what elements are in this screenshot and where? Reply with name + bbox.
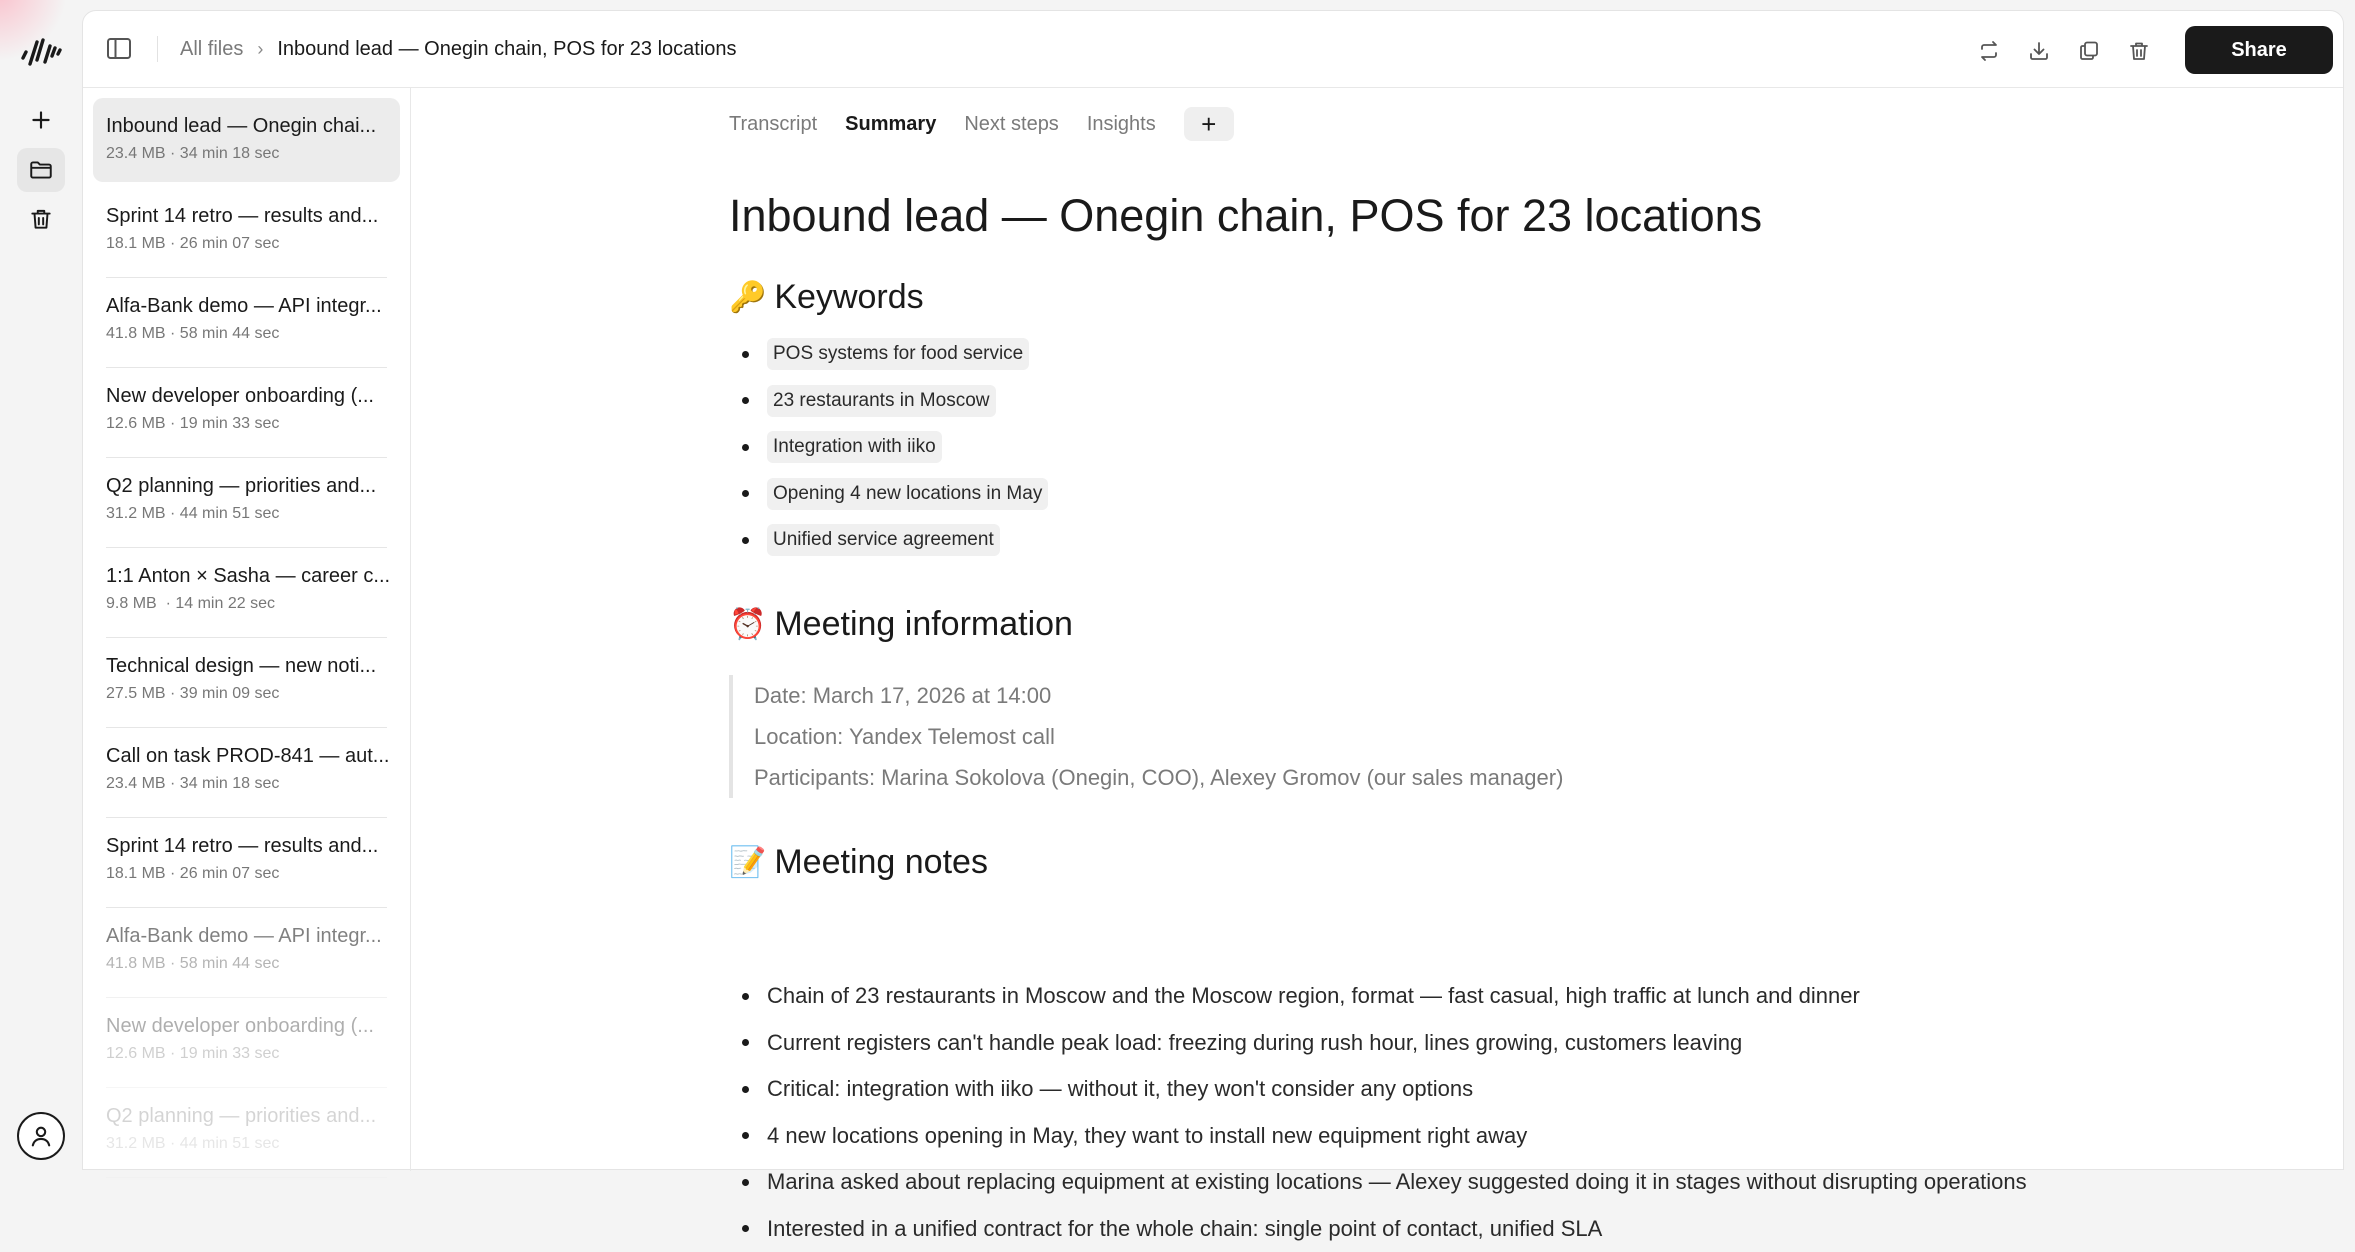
file-title: Inbound lead — Onegin chai... <box>106 115 387 138</box>
keywords-heading-text: Keywords <box>774 278 923 317</box>
files-nav-button[interactable] <box>17 148 65 192</box>
file-meta: 12.6 MB · 19 min 33 sec <box>106 1045 387 1063</box>
tab-insights[interactable]: Insights <box>1087 113 1156 136</box>
download-icon <box>2027 39 2051 63</box>
meeting-info-heading-text: Meeting information <box>774 605 1073 644</box>
note-text: Critical: integration with iiko — without it, they won't consider any options <box>767 1076 1473 1102</box>
trash-nav-button[interactable] <box>17 197 65 241</box>
file-title: Sprint 14 retro — results and... <box>106 835 387 858</box>
add-tab-button[interactable]: + <box>1184 107 1234 141</box>
file-item[interactable] <box>93 368 400 458</box>
meeting-notes-heading <box>729 843 988 882</box>
toolbar-actions <box>1975 37 2153 65</box>
file-meta: 27.5 MB · 39 min 09 sec <box>106 685 387 703</box>
file-item[interactable] <box>93 818 400 908</box>
note-text: 4 new locations opening in May, they want to install new equipment right away <box>767 1123 1527 1149</box>
bullet <box>742 397 749 404</box>
list-item <box>729 331 1048 378</box>
file-title: 1:1 Anton × Sasha — career c... <box>106 565 387 588</box>
user-icon <box>27 1122 55 1150</box>
list-item <box>729 1159 2109 1206</box>
keywords-heading <box>729 278 924 317</box>
plus-icon <box>28 107 54 133</box>
logo-icon <box>19 34 63 68</box>
tab-transcript[interactable]: Transcript <box>729 113 817 136</box>
bullet <box>742 490 749 497</box>
list-item <box>729 378 1048 425</box>
meeting-participants: Participants: Marina Sokolova (Onegin, COO), Alexey Gromov (our sales manager) <box>754 757 1629 798</box>
file-meta: 23.4 MB · 34 min 18 sec <box>106 145 387 163</box>
bullet <box>742 1086 749 1093</box>
file-meta: 41.8 MB · 58 min 44 sec <box>106 955 387 973</box>
new-file-button[interactable] <box>17 98 65 142</box>
file-title: Q2 planning — priorities and... <box>106 475 387 498</box>
note-text: Chain of 23 restaurants in Moscow and the Moscow region, format — fast casual, high traffic at lunch and dinner <box>767 983 1860 1009</box>
list-item <box>729 1066 2109 1113</box>
meeting-notes-list <box>729 973 2109 1252</box>
list-item <box>729 471 1048 518</box>
file-meta: 41.8 MB · 58 min 44 sec <box>106 325 387 343</box>
file-item[interactable] <box>93 98 400 182</box>
list-item <box>729 517 1048 564</box>
keyword-chip: POS systems for food service <box>767 338 1029 370</box>
keyword-chip: Integration with iiko <box>767 431 942 463</box>
list-item <box>729 424 1048 471</box>
sidebar-toggle-icon[interactable] <box>105 35 135 63</box>
keyword-chip: Unified service agreement <box>767 524 1000 556</box>
document-view <box>729 88 2129 1171</box>
share-button[interactable]: Share <box>2185 26 2333 74</box>
list-item <box>729 1206 2109 1252</box>
divider <box>157 36 158 62</box>
file-item[interactable] <box>93 998 400 1088</box>
file-meta: 23.4 MB · 34 min 18 sec <box>106 775 387 793</box>
trash-icon <box>28 206 54 232</box>
tab-summary[interactable]: Summary <box>845 113 936 136</box>
file-meta: 31.2 MB · 44 min 51 sec <box>106 1135 387 1153</box>
file-meta: 31.2 MB · 44 min 51 sec <box>106 505 387 523</box>
folder-icon <box>28 157 54 183</box>
file-title: Alfa-Bank demo — API integr... <box>106 925 387 948</box>
breadcrumb-current: Inbound lead — Onegin chain, POS for 23 locations <box>277 38 736 61</box>
file-item[interactable] <box>93 728 400 818</box>
note-text: Current registers can't handle peak load: freezing during rush hour, lines growing, customers leaving <box>767 1030 1742 1056</box>
bullet <box>742 1179 749 1186</box>
top-bar <box>83 11 2343 88</box>
meeting-info-heading <box>729 605 1073 644</box>
meeting-notes-heading-text: Meeting notes <box>774 843 988 882</box>
breadcrumb <box>180 38 737 61</box>
tab-next-steps[interactable]: Next steps <box>964 113 1058 136</box>
profile-button[interactable] <box>17 1112 65 1160</box>
bullet <box>742 1225 749 1232</box>
meeting-date: Date: March 17, 2026 at 14:00 <box>754 675 1629 716</box>
bullet <box>742 993 749 1000</box>
file-item[interactable] <box>93 638 400 728</box>
meeting-info-quote <box>729 675 1629 798</box>
file-title: Sprint 14 retro — results and... <box>106 205 387 228</box>
file-title: Q2 planning — priorities and... <box>106 1105 387 1128</box>
alarm-clock-icon: ⏰ <box>729 607 766 642</box>
bullet <box>742 1039 749 1046</box>
note-text: Interested in a unified contract for the whole chain: single point of contact, unified SLA <box>767 1216 1602 1242</box>
list-item <box>729 973 2109 1020</box>
bullet <box>742 537 749 544</box>
file-meta: 9.8 MB · 14 min 22 sec <box>106 595 387 613</box>
keywords-list <box>729 331 1048 564</box>
delete-button[interactable] <box>2125 37 2153 65</box>
chevron-right-icon: › <box>257 39 263 60</box>
refresh-button[interactable] <box>1975 37 2003 65</box>
copy-button[interactable] <box>2075 37 2103 65</box>
meeting-location: Location: Yandex Telemost call <box>754 716 1629 757</box>
bullet <box>742 1132 749 1139</box>
file-title: New developer onboarding (... <box>106 1015 387 1038</box>
file-item[interactable] <box>93 908 400 998</box>
keyword-chip: 23 restaurants in Moscow <box>767 385 996 417</box>
trash-icon <box>2127 39 2151 63</box>
file-item[interactable] <box>93 458 400 548</box>
note-text: Marina asked about replacing equipment at existing locations — Alexey suggested doing it in stages without disrupting operations <box>767 1169 2027 1195</box>
tab-bar <box>729 107 1234 141</box>
breadcrumb-all-files[interactable]: All files <box>180 38 243 61</box>
file-title: Technical design — new noti... <box>106 655 387 678</box>
copy-icon <box>2077 39 2101 63</box>
refresh-icon <box>1977 39 2001 63</box>
list-item <box>729 1113 2109 1160</box>
file-meta: 12.6 MB · 19 min 33 sec <box>106 415 387 433</box>
key-icon: 🔑 <box>729 280 766 315</box>
list-item <box>729 1020 2109 1067</box>
keyword-chip: Opening 4 new locations in May <box>767 478 1048 510</box>
file-item[interactable] <box>93 548 400 638</box>
file-title: Alfa-Bank demo — API integr... <box>106 295 387 318</box>
file-title: Call on task PROD-841 — aut... <box>106 745 387 768</box>
file-item[interactable] <box>93 188 400 278</box>
file-item[interactable] <box>93 1088 400 1178</box>
file-meta: 18.1 MB · 26 min 07 sec <box>106 235 387 253</box>
memo-icon: 📝 <box>729 845 766 880</box>
file-item[interactable] <box>93 278 400 368</box>
file-title: New developer onboarding (... <box>106 385 387 408</box>
download-button[interactable] <box>2025 37 2053 65</box>
file-list <box>83 88 411 1171</box>
main-panel <box>82 10 2344 1170</box>
bullet <box>742 351 749 358</box>
page-title: Inbound lead — Onegin chain, POS for 23 locations <box>729 190 1762 242</box>
file-meta: 18.1 MB · 26 min 07 sec <box>106 865 387 883</box>
bullet <box>742 444 749 451</box>
app-rail <box>0 0 82 1161</box>
